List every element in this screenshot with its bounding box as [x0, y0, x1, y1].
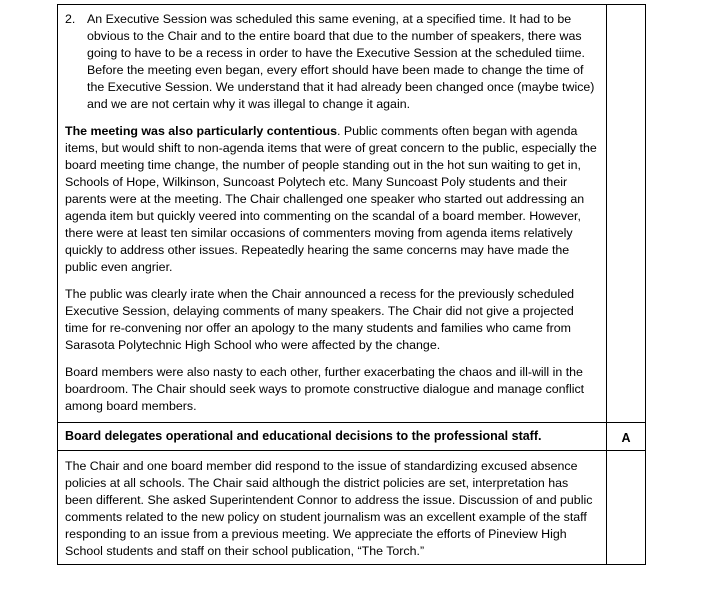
mark-cell	[606, 450, 645, 564]
table-row	[58, 5, 646, 423]
criterion-heading: Board delegates operational and educational decisions to the professional staff.	[65, 428, 542, 443]
table-row	[58, 450, 646, 564]
criterion-cell	[58, 422, 607, 450]
paragraph-recess: The public was clearly irate when the Chair announced a recess for the previously scheduled Executive Session, delaying comments of many speakers. The Chair did not give a projected time for re-convening nor offer an apology to the many students and families who came from Sarasota Polytechnic High School who were affected by the change.	[65, 286, 574, 352]
paragraph-body: . Public comments often began with agenda items, but would shift to non-agenda items that were of great concern to the public, especially the board meeting time change, the number of people standing out in the hot sun waiting to get in, Schools of Hope, Wilkinson, Suncoast Polytech etc. Many Suncoast Poly students and their parents were at the meeting. The Chair challenged one speaker who started out addressing an agenda item but quickly veered into commenting on the scandal of a board member. However, there were at least ten similar occasions of commenters moving from agenda items relatively quickly to address other issues. Repeatedly hearing the same concerns may have made the public even angrier.	[65, 123, 597, 274]
grade-mark: A	[621, 430, 631, 445]
paragraph-delegation: The Chair and one board member did respond to the issue of standardizing excused absence policies at all schools. The Chair said although the district policies are set, interpretation has been different. She asked Superintendent Connor to address the issue. Discussion of and public comments related to the new policy on student journalism was an excellent example of the staff responding to an issue from a previous meeting. We appreciate the efforts of Pineview High School students and staff on their school publication, “The Torch.”	[65, 458, 593, 558]
numbered-item	[65, 11, 599, 113]
item-text: An Executive Session was scheduled this same evening, at a specified time. It had to be obvious to the Chair and to the entire board that due to the number of speakers, there was going to have to be a recess in order to have the Executive Session at the scheduled tiime. Before the meeting even began, every effort should have been made to change the time of the Executive Session. We understand that it had already been changed once (maybe twice) and we are not certain why it was illegal to change it again.	[87, 12, 595, 111]
comments-cell	[58, 5, 607, 423]
paragraph-board-members: Board members were also nasty to each other, further exacerbating the chaos and ill-will in the boardroom. The Chair should seek ways to promote constructive dialogue and manage conflict among board members.	[65, 364, 585, 413]
table-row	[58, 422, 646, 450]
paragraph-contentious	[65, 123, 599, 276]
evaluation-table	[57, 4, 646, 565]
mark-cell	[606, 5, 645, 423]
comments-cell	[58, 450, 607, 564]
item-number: 2.	[65, 12, 76, 26]
mark-cell	[606, 422, 645, 450]
paragraph-lead: The meeting was also particularly contentious	[65, 123, 337, 138]
